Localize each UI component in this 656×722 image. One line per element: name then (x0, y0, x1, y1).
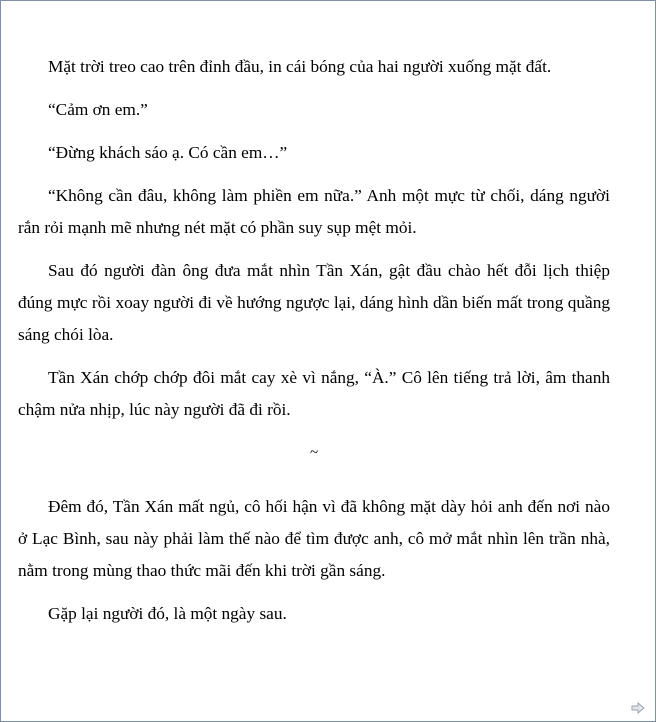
paragraph-1: Mặt trời treo cao trên đỉnh đầu, in cái bóng của hai người xuống mặt đất. (48, 57, 552, 76)
paragraph-2: “Cảm ơn em.” (48, 100, 148, 119)
paragraph-5: Sau đó người đàn ông đưa mắt nhìn Tần Xán, gật đầu chào hết đỗi lịch thiệp đúng mực rồi xoay người đi về hướng ngược lại, dáng hình dần biến mất trong quầng sáng chói lòa. (18, 261, 610, 344)
paragraph-3: “Đừng khách sáo ạ. Có cần em…” (48, 143, 288, 162)
document-body (18, 51, 610, 641)
paragraph-6: Tần Xán chớp chớp đôi mắt cay xè vì nắng, “À.” Cô lên tiếng trả lời, âm thanh chậm nửa nhịp, lúc này người đã đi rồi. (18, 368, 610, 419)
paragraph-4: “Không cần đâu, không làm phiền em nữa.” Anh một mực từ chối, dáng người rắn rỏi mạnh mẽ nhưng nét mặt có phần suy sụp mệt mỏi. (18, 186, 610, 237)
paragraph-8: Gặp lại người đó, là một ngày sau. (48, 604, 287, 623)
paragraph-7: Đêm đó, Tần Xán mất ngủ, cô hối hận vì đã không mặt dày hỏi anh đến nơi nào ở Lạc Bình, sau này phải làm thế nào để tìm được anh, cô mở mắt nhìn lên trần nhà, nằm trong mùng thao thức mãi đến khi trời gần sáng. (18, 497, 610, 580)
section-separator: ~ (309, 445, 319, 461)
next-page-arrow-icon[interactable] (631, 701, 645, 713)
